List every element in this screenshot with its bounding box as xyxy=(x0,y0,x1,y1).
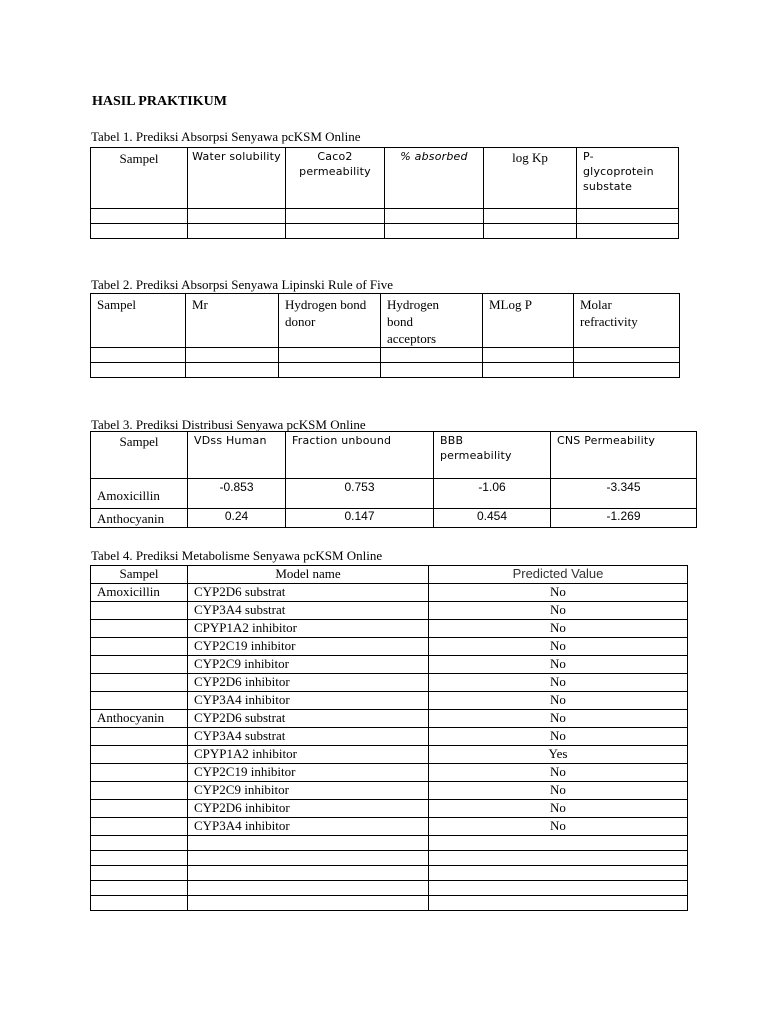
model-name-cell: CYP2D6 substrat xyxy=(188,584,429,602)
table2-caption: Tabel 2. Prediksi Absorpsi Senyawa Lipinski Rule of Five xyxy=(91,277,394,292)
table3-header-cell: BBB permeability xyxy=(434,432,551,479)
model-name-cell: CYP3A4 inhibitor xyxy=(188,692,429,710)
table-row xyxy=(91,896,688,911)
table-row xyxy=(91,620,688,638)
model-name-cell: CYP2C19 inhibitor xyxy=(188,638,429,656)
table-cell xyxy=(188,224,286,239)
predicted-value-cell: No xyxy=(429,782,688,800)
table-cell xyxy=(381,363,483,378)
sample-cell: Amoxicillin xyxy=(91,584,188,602)
table-cell xyxy=(577,209,679,224)
predicted-value-cell: No xyxy=(429,764,688,782)
table-cell: -3.345 xyxy=(551,479,697,509)
table-cell xyxy=(91,209,188,224)
table3-header-cell: Sampel xyxy=(91,432,188,479)
table3 xyxy=(90,431,697,528)
predicted-value-cell: No xyxy=(429,620,688,638)
table-row xyxy=(91,728,688,746)
table-cell: -0.853 xyxy=(188,479,286,509)
table3-caption: Tabel 3. Prediksi Distribusi Senyawa pcKSM Online xyxy=(91,417,366,432)
table-row xyxy=(91,674,688,692)
table-cell xyxy=(286,224,385,239)
table-cell xyxy=(188,209,286,224)
table2-header-cell: Hydrogen bond acceptors xyxy=(381,294,483,348)
table-cell xyxy=(91,896,188,911)
table-row xyxy=(91,836,688,851)
table3-header-row xyxy=(91,432,697,479)
table-cell xyxy=(188,836,429,851)
table-row xyxy=(91,866,688,881)
sample-cell xyxy=(91,674,188,692)
predicted-value-cell: No xyxy=(429,602,688,620)
table-cell xyxy=(286,209,385,224)
table-cell: 0.24 xyxy=(188,509,286,528)
sample-cell xyxy=(91,602,188,620)
table-row xyxy=(91,363,680,378)
sample-cell xyxy=(91,800,188,818)
table2-header-cell: Sampel xyxy=(91,294,186,348)
table3-header-cell: VDss Human xyxy=(188,432,286,479)
table-row xyxy=(91,746,688,764)
table-cell xyxy=(429,851,688,866)
table-row xyxy=(91,209,679,224)
table3-header-cell: CNS Permeability xyxy=(551,432,697,479)
sample-cell xyxy=(91,692,188,710)
sample-cell xyxy=(91,656,188,674)
table2 xyxy=(90,293,680,378)
sample-cell: Anthocyanin xyxy=(91,509,188,528)
table-row xyxy=(91,479,697,509)
model-name-cell: CPYP1A2 inhibitor xyxy=(188,620,429,638)
table-row xyxy=(91,851,688,866)
model-name-cell: CYP3A4 substrat xyxy=(188,602,429,620)
table1 xyxy=(90,147,679,239)
table-row xyxy=(91,782,688,800)
table-cell xyxy=(188,851,429,866)
table-cell xyxy=(186,363,279,378)
table-cell xyxy=(91,224,188,239)
table-cell: -1.06 xyxy=(434,479,551,509)
sample-cell xyxy=(91,620,188,638)
table-cell xyxy=(91,836,188,851)
table-cell xyxy=(429,866,688,881)
table1-header-cell: P-glycoprotein substate xyxy=(577,148,679,209)
table1-header-cell: Sampel xyxy=(91,148,188,209)
table4-header-row xyxy=(91,566,688,584)
model-name-cell: CYP2D6 substrat xyxy=(188,710,429,728)
table3-header-cell: Fraction unbound xyxy=(286,432,434,479)
table-cell: 0.454 xyxy=(434,509,551,528)
predicted-value-cell: No xyxy=(429,818,688,836)
table1-header-row xyxy=(91,148,679,209)
table4-caption: Tabel 4. Prediksi Metabolisme Senyawa pcKSM Online xyxy=(91,548,383,563)
table2-header-row xyxy=(91,294,680,348)
sample-cell xyxy=(91,638,188,656)
predicted-value-cell: No xyxy=(429,692,688,710)
table4-header-cell: Model name xyxy=(188,566,429,584)
sample-cell xyxy=(91,746,188,764)
table-cell xyxy=(188,896,429,911)
sample-cell: Anthocyanin xyxy=(91,710,188,728)
table-row xyxy=(91,881,688,896)
predicted-value-cell: No xyxy=(429,674,688,692)
model-name-cell: CPYP1A2 inhibitor xyxy=(188,746,429,764)
table-row xyxy=(91,602,688,620)
model-name-cell: CYP2D6 inhibitor xyxy=(188,800,429,818)
table-row xyxy=(91,656,688,674)
table-cell xyxy=(483,348,574,363)
sample-cell xyxy=(91,764,188,782)
table1-header-cell: Caco2 permeability xyxy=(286,148,385,209)
table-row xyxy=(91,638,688,656)
table-cell xyxy=(484,224,577,239)
table-row xyxy=(91,710,688,728)
table-cell xyxy=(91,348,186,363)
table-cell xyxy=(385,209,484,224)
predicted-value-cell: No xyxy=(429,800,688,818)
table-cell xyxy=(429,836,688,851)
table-row xyxy=(91,692,688,710)
predicted-value-cell: No xyxy=(429,584,688,602)
table1-header-cell: % absorbed xyxy=(385,148,484,209)
table-cell xyxy=(483,363,574,378)
table2-header-cell: Molar refractivity xyxy=(574,294,680,348)
predicted-value-cell: No xyxy=(429,728,688,746)
table-cell xyxy=(188,866,429,881)
table-cell xyxy=(574,348,680,363)
table-cell xyxy=(186,348,279,363)
table-cell xyxy=(188,881,429,896)
table-cell xyxy=(279,348,381,363)
table-cell xyxy=(577,224,679,239)
table-cell xyxy=(381,348,483,363)
sample-cell xyxy=(91,818,188,836)
table4-header-cell: Predicted Value xyxy=(429,566,688,584)
table-cell xyxy=(484,209,577,224)
table2-header-cell: MLog P xyxy=(483,294,574,348)
predicted-value-cell: No xyxy=(429,710,688,728)
model-name-cell: CYP2D6 inhibitor xyxy=(188,674,429,692)
table-row xyxy=(91,584,688,602)
table-row xyxy=(91,800,688,818)
table-row xyxy=(91,818,688,836)
table-row xyxy=(91,764,688,782)
predicted-value-cell: No xyxy=(429,638,688,656)
table-cell xyxy=(574,363,680,378)
model-name-cell: CYP3A4 inhibitor xyxy=(188,818,429,836)
table-cell: 0.753 xyxy=(286,479,434,509)
page-title: HASIL PRAKTIKUM xyxy=(92,94,227,109)
model-name-cell: CYP2C9 inhibitor xyxy=(188,656,429,674)
table-row xyxy=(91,509,697,528)
table4-header-cell: Sampel xyxy=(91,566,188,584)
table-cell xyxy=(429,896,688,911)
table-cell xyxy=(91,851,188,866)
sample-cell xyxy=(91,782,188,800)
table-cell xyxy=(91,866,188,881)
predicted-value-cell: Yes xyxy=(429,746,688,764)
table-cell xyxy=(91,881,188,896)
table4 xyxy=(90,565,688,911)
model-name-cell: CYP2C19 inhibitor xyxy=(188,764,429,782)
table-cell xyxy=(385,224,484,239)
table2-header-cell: Hydrogen bond donor xyxy=(279,294,381,348)
table-cell xyxy=(91,363,186,378)
table1-caption: Tabel 1. Prediksi Absorpsi Senyawa pcKSM Online xyxy=(91,129,361,144)
model-name-cell: CYP3A4 substrat xyxy=(188,728,429,746)
table-cell xyxy=(279,363,381,378)
table-cell: 0.147 xyxy=(286,509,434,528)
table-row xyxy=(91,348,680,363)
sample-cell xyxy=(91,728,188,746)
table1-header-cell: log Kp xyxy=(484,148,577,209)
table2-header-cell: Mr xyxy=(186,294,279,348)
predicted-value-cell: No xyxy=(429,656,688,674)
table-cell xyxy=(429,881,688,896)
table-cell: -1.269 xyxy=(551,509,697,528)
table-row xyxy=(91,224,679,239)
model-name-cell: CYP2C9 inhibitor xyxy=(188,782,429,800)
sample-cell: Amoxicillin xyxy=(91,479,188,509)
table1-header-cell: Water solubility xyxy=(188,148,286,209)
